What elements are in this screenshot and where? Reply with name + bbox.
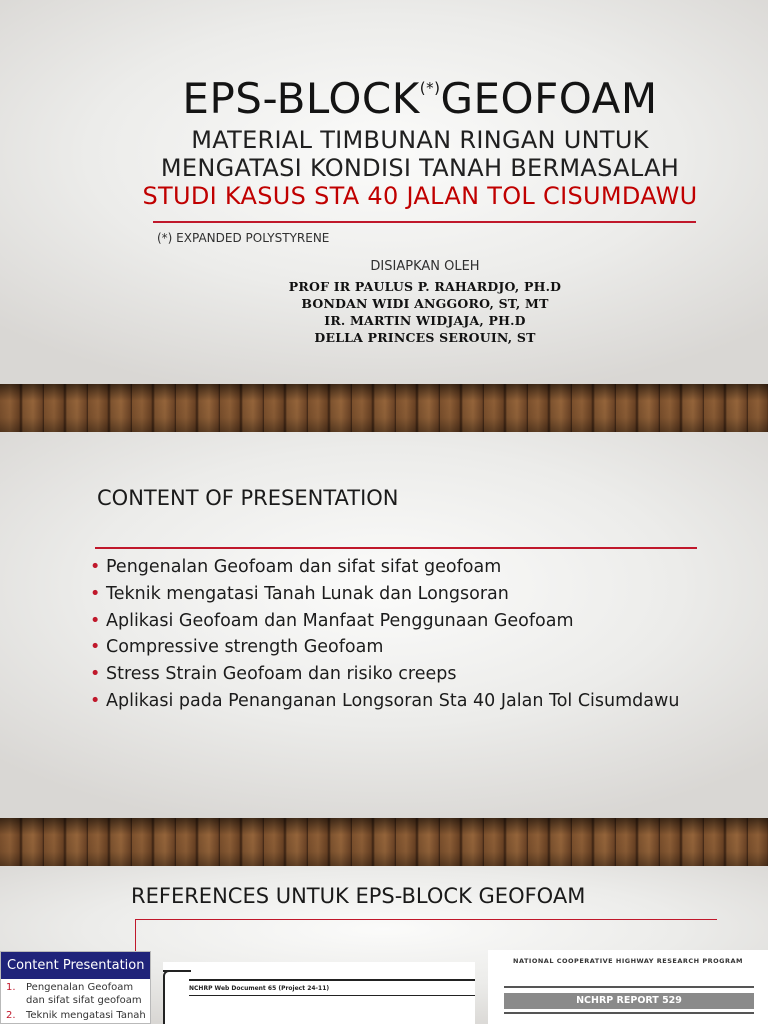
wood-floor-band bbox=[0, 384, 768, 432]
subtitle-line-2: MENGATASI KONDISI TANAH BERMASALAH bbox=[160, 154, 680, 182]
author-4: DELLA PRINCES SEROUIN, ST bbox=[314, 330, 536, 345]
author-2: BONDAN WIDI ANGGORO, ST, MT bbox=[301, 296, 549, 311]
reference-document-nchrp-web-65 bbox=[163, 962, 475, 1024]
content-presentation-panel bbox=[0, 951, 151, 1024]
list-item: • Pengenalan Geofoam dan sifat sifat geofoam bbox=[90, 554, 679, 581]
panel-title: Content Presentation bbox=[1, 952, 150, 979]
list-item: • Compressive strength Geofoam bbox=[90, 634, 679, 661]
wood-floor-band bbox=[0, 818, 768, 866]
case-study-subtitle: STUDI KASUS STA 40 JALAN TOL CISUMDAWU bbox=[142, 182, 698, 210]
references-heading: REFERENCES UNTUK EPS-BLOCK GEOFOAM bbox=[131, 884, 586, 908]
list-item-number: 2. bbox=[6, 1010, 16, 1021]
list-item-number: 1. bbox=[6, 982, 16, 993]
contents-list bbox=[90, 554, 679, 715]
list-item: • Teknik mengatasi Tanah Lunak dan Longsoran bbox=[90, 581, 679, 608]
reference-document-nchrp-529 bbox=[488, 950, 768, 1024]
panel-list bbox=[1, 981, 150, 1022]
document-header: NATIONAL COOPERATIVE HIGHWAY RESEARCH PROGRAM bbox=[513, 957, 743, 965]
author-3: IR. MARTIN WIDJAJA, PH.D bbox=[324, 313, 526, 328]
report-number-band: NCHRP REPORT 529 bbox=[504, 993, 754, 1009]
contents-divider bbox=[95, 547, 697, 549]
title-slide bbox=[0, 0, 768, 384]
list-item: 2. Teknik mengatasi Tanah bbox=[6, 1010, 146, 1021]
contents-heading: CONTENT OF PRESENTATION bbox=[97, 486, 399, 510]
references-divider bbox=[135, 919, 717, 920]
slide-title: EPS-BLOCK(*)GEOFOAM bbox=[182, 74, 658, 123]
list-item: • Stress Strain Geofoam dan risiko creeps bbox=[90, 661, 679, 688]
footnote: (*) EXPANDED POLYSTYRENE bbox=[157, 231, 330, 245]
author-1: PROF IR PAULUS P. RAHARDJO, PH.D bbox=[288, 279, 562, 294]
list-item: • Aplikasi Geofoam dan Manfaat Penggunaan Geofoam bbox=[90, 608, 679, 635]
subtitle-line-1: MATERIAL TIMBUNAN RINGAN UNTUK bbox=[191, 126, 649, 154]
references-divider-drop bbox=[135, 919, 136, 951]
list-item: • Aplikasi pada Penanganan Longsoran Sta 40 Jalan Tol Cisumdawu bbox=[90, 688, 679, 715]
title-divider bbox=[153, 221, 696, 223]
title-footnote-marker: (*) bbox=[419, 79, 441, 97]
document-label: NCHRP Web Document 65 (Project 24-11) bbox=[189, 985, 330, 992]
prepared-by-label: DISIAPKAN OLEH bbox=[370, 259, 480, 274]
list-item: 1. Pengenalan Geofoam dan sifat sifat geofoam bbox=[6, 982, 142, 1006]
